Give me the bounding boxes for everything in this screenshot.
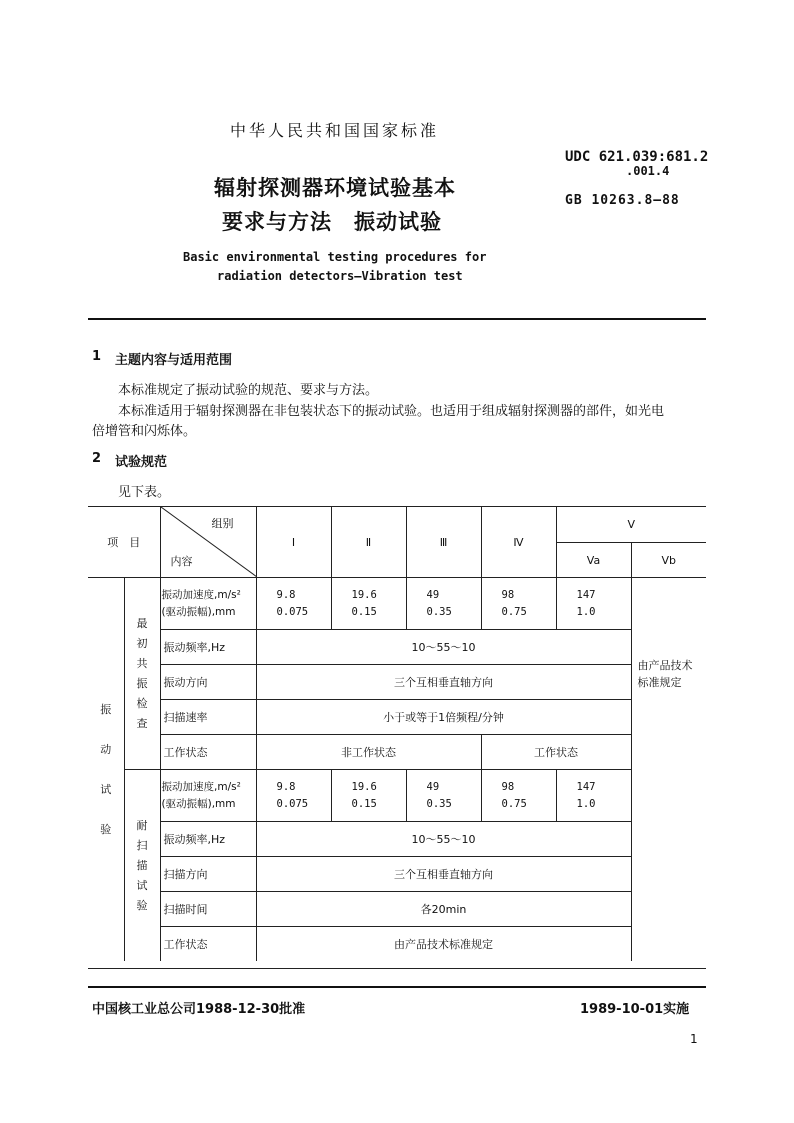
accel-IV: 98 0.75 (481, 578, 556, 630)
work-state-label: 工作状态 (160, 735, 256, 770)
endurance-sweep-label: 耐 扫 描 试 验 (124, 770, 160, 962)
initial-resonance-label: 最 初 共 振 检 查 (124, 578, 160, 770)
group-Vb: Vb (631, 543, 706, 578)
vibration-spec-table (88, 506, 706, 961)
accel2-IV: 98 0.75 (481, 770, 556, 822)
standard-type: 中华人民共和国国家标准 (230, 121, 440, 140)
sweep-rate-label: 扫描速率 (160, 700, 256, 735)
title-en-line2: radiation detectors—Vibration test (217, 269, 463, 283)
vb-note: 由产品技术 标准规定 (631, 578, 706, 770)
udc-code-cont: .001.4 (626, 164, 670, 178)
work-state-off: 非工作状态 (256, 735, 481, 770)
scan-time-value: 各20min (256, 892, 631, 927)
freq-label: 振动频率,Hz (160, 630, 256, 665)
work-state-label-2: 工作状态 (160, 927, 256, 962)
section1-heading: 主题内容与适用范围 (115, 353, 233, 368)
section1-number: 1 (92, 349, 102, 364)
accel-label: 振动加速度,m/s² (驱动振幅),mm (160, 578, 256, 630)
table-bottom-rule (88, 968, 706, 969)
title-cn-line2: 要求与方法 振动试验 (222, 210, 442, 234)
group-header-label: 组别 (211, 517, 234, 530)
group-IV: Ⅳ (481, 507, 556, 578)
accel-I: 9.8 0.075 (256, 578, 331, 630)
accel2-III: 49 0.35 (406, 770, 481, 822)
accel2-II: 19.6 0.15 (331, 770, 406, 822)
freq-value-2: 10～55～10 (256, 822, 631, 857)
scan-direction-label: 扫描方向 (160, 857, 256, 892)
group-I: I (256, 507, 331, 578)
accel-II: 19.6 0.15 (331, 578, 406, 630)
implementation-date: 1989-10-01实施 (580, 1002, 690, 1017)
section1-para2a: 本标准适用于辐射探测器在非包装状态下的振动试验。也适用于组成辐射探测器的部件，如光电 (118, 404, 665, 419)
sweep-rate-value: 小于或等于1倍频程/分钟 (256, 700, 631, 735)
direction-label: 振动方向 (160, 665, 256, 700)
section2-number: 2 (92, 451, 102, 466)
group-V: V (556, 507, 706, 543)
freq-label-2: 振动频率,Hz (160, 822, 256, 857)
section2-heading: 试验规范 (115, 455, 168, 470)
accel-Va: 147 1.0 (556, 578, 631, 630)
gb-number: GB 10263.8—88 (565, 193, 680, 208)
group-Va: Va (556, 543, 631, 578)
header-divider (88, 318, 706, 320)
group-III: Ⅲ (406, 507, 481, 578)
accel2-Va: 147 1.0 (556, 770, 631, 822)
footer-divider (88, 986, 706, 988)
item-header: 项 目 (88, 507, 160, 578)
group-II: Ⅱ (331, 507, 406, 578)
section1-para2b: 倍增管和闪烁体。 (92, 424, 197, 439)
work-state-on: 工作状态 (481, 735, 631, 770)
direction-value: 三个互相垂直轴方向 (256, 665, 631, 700)
scan-time-label: 扫描时间 (160, 892, 256, 927)
section2-para1: 见下表。 (118, 485, 171, 500)
page-number: 1 (690, 1032, 698, 1046)
freq-value: 10～55～10 (256, 630, 631, 665)
vb-blank (631, 770, 706, 962)
accel-label-2: 振动加速度,m/s² (驱动振幅),mm (160, 770, 256, 822)
udc-code: UDC 621.039:681.2 (565, 149, 709, 165)
accel-III: 49 0.35 (406, 578, 481, 630)
section1-para1: 本标准规定了振动试验的规范、要求与方法。 (118, 383, 379, 398)
diagonal-header (160, 507, 256, 578)
vibration-test-label: 振 动 试 验 (88, 578, 124, 962)
title-cn-line1: 辐射探测器环境试验基本 (214, 176, 456, 200)
approval-date: 中国核工业总公司1988-12-30批准 (92, 1002, 306, 1017)
work-state-value-2: 由产品技术标准规定 (256, 927, 631, 962)
content-header-label: 内容 (170, 555, 193, 568)
scan-direction-value: 三个互相垂直轴方向 (256, 857, 631, 892)
accel2-I: 9.8 0.075 (256, 770, 331, 822)
title-en-line1: Basic environmental testing procedures for (183, 250, 487, 264)
